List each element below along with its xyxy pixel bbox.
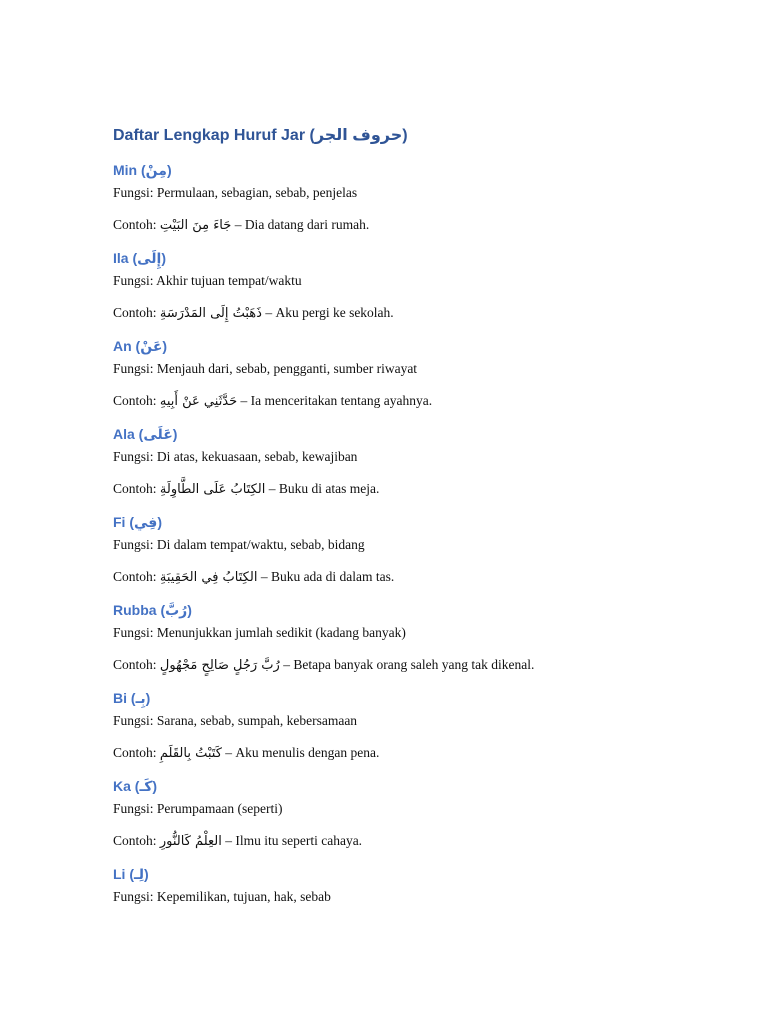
section-ila <box>113 246 713 334</box>
section-heading: Ala (عَلَى) <box>113 426 178 442</box>
section-heading: Ka (كَـ) <box>113 778 158 794</box>
section-ala <box>113 422 713 510</box>
contoh-label: Contoh: <box>113 569 160 584</box>
section-li <box>113 862 713 950</box>
fungsi-text: Fungsi: Di dalam tempat/waktu, sebab, bidang <box>113 537 365 552</box>
contoh-line <box>113 478 713 500</box>
fungsi-text: Fungsi: Akhir tujuan tempat/waktu <box>113 273 302 288</box>
fungsi-text: Fungsi: Perumpamaan (seperti) <box>113 801 283 816</box>
contoh-label: Contoh: <box>113 305 160 320</box>
contoh-arabic: كَتَبْتُ بِالقَلَمِ <box>159 746 222 761</box>
fungsi-text: Fungsi: Permulaan, sebagian, sebab, penjelas <box>113 185 358 200</box>
contoh-label: Contoh: <box>113 393 160 408</box>
contoh-line <box>113 566 713 588</box>
contoh-label: Contoh: <box>113 745 160 760</box>
contoh-line <box>113 830 713 852</box>
document-title: Daftar Lengkap Huruf Jar (حروف الجر) <box>113 127 408 144</box>
contoh-translation: – Dia datang dari rumah. <box>231 217 370 232</box>
fungsi-text: Fungsi: Sarana, sebab, sumpah, kebersamaan <box>113 713 358 728</box>
section-ka <box>113 774 713 862</box>
contoh-translation: – Aku menulis dengan pena. <box>221 745 380 760</box>
contoh-arabic: جَاءَ مِنَ البَيْتِ <box>159 218 232 233</box>
contoh-translation: – Betapa banyak orang saleh yang tak dikenal. <box>279 657 535 672</box>
document-page <box>113 122 713 950</box>
section-heading: Min (مِنْ) <box>113 162 172 178</box>
contoh-line <box>113 654 713 676</box>
contoh-arabic: رُبَّ رَجُلٍ صَالِحٍ مَجْهُولٍ <box>159 658 280 673</box>
contoh-arabic: الكِتَابُ عَلَى الطَّاوِلَةِ <box>159 482 266 497</box>
contoh-line <box>113 302 713 324</box>
section-fi <box>113 510 713 598</box>
contoh-label: Contoh: <box>113 833 160 848</box>
contoh-translation: – Buku di atas meja. <box>265 481 380 496</box>
fungsi-text: Fungsi: Menjauh dari, sebab, pengganti, sumber riwayat <box>113 361 418 376</box>
contoh-label: Contoh: <box>113 481 160 496</box>
contoh-translation: – Ia menceritakan tentang ayahnya. <box>237 393 433 408</box>
contoh-translation: – Ilmu itu seperti cahaya. <box>221 833 363 848</box>
section-an <box>113 334 713 422</box>
contoh-arabic: حَدَّثَنِي عَنْ أَبِيهِ <box>159 394 238 409</box>
section-rubba <box>113 598 713 686</box>
contoh-line <box>113 390 713 412</box>
fungsi-text: Fungsi: Di atas, kekuasaan, sebab, kewajiban <box>113 449 358 464</box>
contoh-line <box>113 742 713 764</box>
contoh-arabic: العِلْمُ كَالنُّورِ <box>159 834 222 849</box>
contoh-translation: – Aku pergi ke sekolah. <box>261 305 394 320</box>
fungsi-text: Fungsi: Menunjukkan jumlah sedikit (kadang banyak) <box>113 625 406 640</box>
contoh-arabic: ذَهَبْتُ إِلَى المَدْرَسَةِ <box>159 306 262 321</box>
section-heading: Ila (إِلَى) <box>113 250 167 266</box>
contoh-translation: – Buku ada di dalam tas. <box>257 569 395 584</box>
contoh-arabic: الكِتَابُ فِي الحَقِيبَةِ <box>159 570 258 585</box>
section-heading: Fi (فِي) <box>113 514 163 530</box>
section-heading: Li (لِـ) <box>113 866 149 882</box>
section-bi <box>113 686 713 774</box>
contoh-label: Contoh: <box>113 657 160 672</box>
contoh-label: Contoh: <box>113 217 160 232</box>
fungsi-text: Fungsi: Kepemilikan, tujuan, hak, sebab <box>113 889 331 904</box>
contoh-line <box>113 214 713 236</box>
section-heading: Bi (بِـ) <box>113 690 151 706</box>
section-heading: Rubba (رُبَّ) <box>113 602 192 618</box>
section-heading: An (عَنْ) <box>113 338 168 354</box>
section-min <box>113 158 713 246</box>
